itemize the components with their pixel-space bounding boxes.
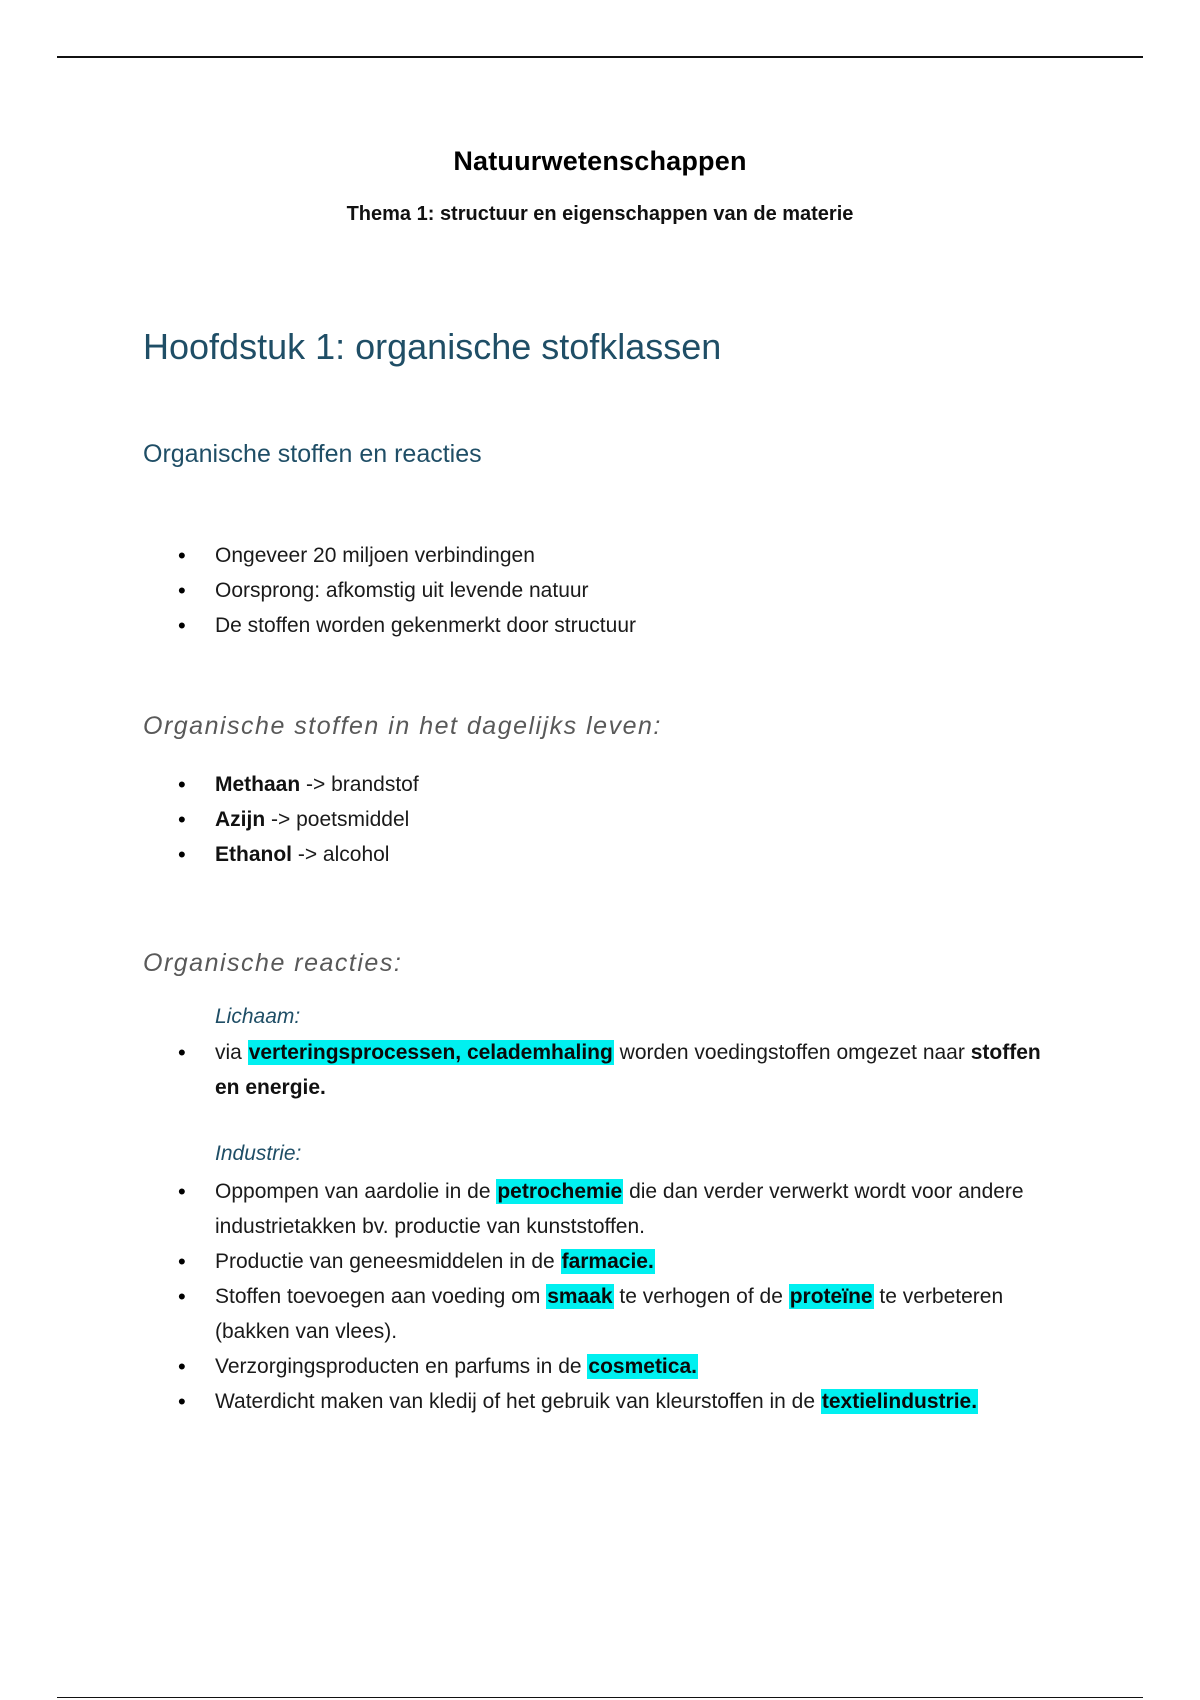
header-rule xyxy=(57,56,1143,58)
text: te verbeteren (bakken van vlees). xyxy=(215,1285,1004,1343)
term-description: -> brandstof xyxy=(300,773,419,796)
body-list xyxy=(0,1035,1045,1105)
text: Productie van geneesmiddelen in de xyxy=(215,1250,561,1273)
highlight: cosmetica. xyxy=(588,1355,697,1378)
term-description: -> poetsmiddel xyxy=(265,808,410,831)
section-title-organic-substances: Organische stoffen en reacties xyxy=(143,440,482,468)
list-item xyxy=(0,1279,1045,1349)
text: Waterdicht maken van kledij of het gebruik van kleurstoffen in de xyxy=(215,1390,821,1413)
term: Ethanol xyxy=(215,843,292,866)
chapter-title: Hoofdstuk 1: organische stofklassen xyxy=(143,326,722,367)
footer-rule xyxy=(57,1697,1143,1698)
text: die dan verder verwerkt wordt voor andere industrietakken bv. productie van kunststoffen. xyxy=(215,1180,1024,1238)
page-title: Natuurwetenschappen xyxy=(453,146,747,176)
term: Methaan xyxy=(215,773,301,796)
industry-list xyxy=(0,1174,1045,1419)
highlight: proteïne xyxy=(789,1285,873,1308)
highlight: petrochemie xyxy=(497,1180,623,1203)
text: via xyxy=(215,1041,248,1064)
highlight: smaak xyxy=(547,1285,613,1308)
list-item xyxy=(0,767,1045,802)
bold-text: stoffen en energie. xyxy=(215,1041,1041,1099)
highlight: textielindustrie. xyxy=(821,1390,978,1413)
text: Stoffen toevoegen aan voeding om xyxy=(215,1285,547,1308)
list-item xyxy=(0,1244,1045,1279)
highlight: farmacie. xyxy=(561,1250,654,1273)
page-subtitle: Thema 1: structuur en eigenschappen van de materie xyxy=(346,203,854,225)
text: Verzorgingsproducten en parfums in de xyxy=(215,1355,588,1378)
list-item xyxy=(0,802,1045,837)
list-item: • De stoffen worden gekenmerkt door structuur xyxy=(0,608,1045,643)
list-item xyxy=(0,1035,1045,1105)
list-item xyxy=(0,1174,1045,1244)
text: Oppompen van aardolie in de xyxy=(215,1180,497,1203)
section-title-organic-reactions: Organische reacties: xyxy=(143,949,403,977)
list-item xyxy=(0,837,1045,872)
text: te verhogen of de xyxy=(613,1285,789,1308)
list-item: • Ongeveer 20 miljoen verbindingen xyxy=(0,538,1045,573)
list-item xyxy=(0,1349,1045,1384)
highlight: verteringsprocessen, celademhaling xyxy=(248,1041,613,1064)
list-item xyxy=(0,1384,1045,1419)
subhead-industry: Industrie: xyxy=(215,1142,302,1165)
list-item: • Oorsprong: afkomstig uit levende natuur xyxy=(0,573,1045,608)
section-title-daily-life: Organische stoffen in het dagelijks leven: xyxy=(143,712,662,740)
section1-list xyxy=(0,538,1045,643)
term: Azijn xyxy=(215,808,266,831)
subhead-body: Lichaam: xyxy=(215,1005,301,1028)
text: worden voedingstoffen omgezet naar xyxy=(613,1041,971,1064)
daily-life-list xyxy=(0,767,1045,872)
term-description: -> alcohol xyxy=(292,843,390,866)
